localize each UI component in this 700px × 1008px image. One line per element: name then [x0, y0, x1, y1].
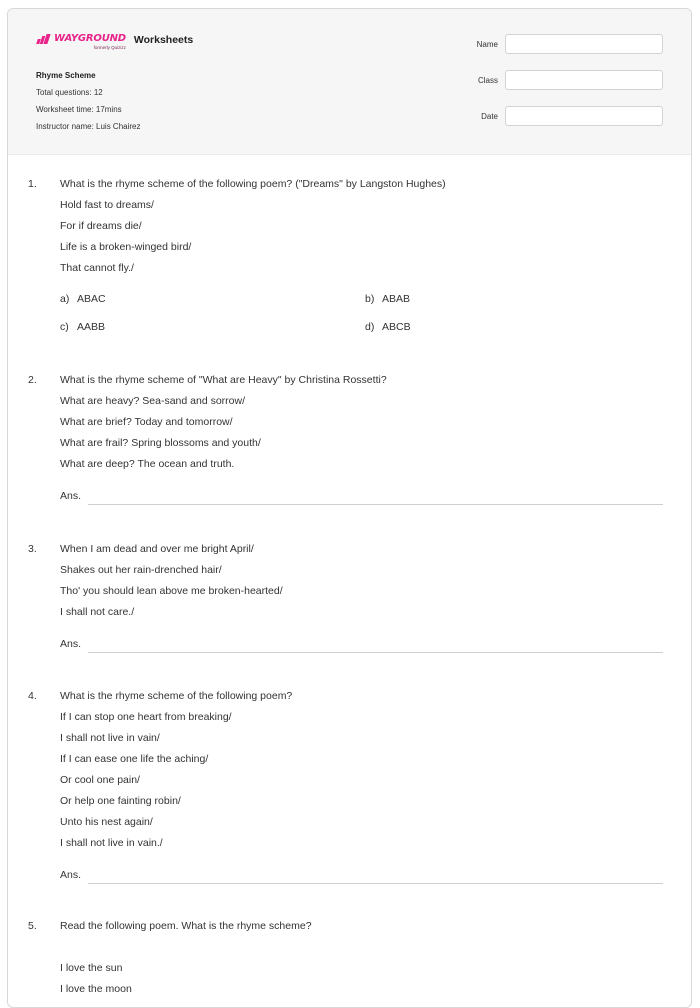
logo-subtitle: formerly Quizizz [93, 45, 126, 50]
date-field[interactable] [505, 106, 663, 126]
question-prompt: What is the rhyme scheme of the following poem? ("Dreams" by Langston Hughes) [60, 178, 446, 190]
worksheet-title: Rhyme Scheme [36, 71, 96, 80]
question-prompt: When I am dead and over me bright April/ [60, 543, 254, 555]
poem-line: Hold fast to dreams/ [60, 199, 154, 211]
instructor-name: Instructor name: Luis Chairez [36, 122, 141, 131]
answer-row [60, 485, 663, 507]
poem-line: That cannot fly./ [60, 262, 134, 274]
question-number: 5. [28, 920, 37, 932]
poem-line: What are deep? The ocean and truth. [60, 458, 235, 470]
answer-row [60, 864, 663, 886]
class-label: Class [477, 75, 498, 85]
answer-line[interactable] [88, 882, 663, 884]
answer-line[interactable] [88, 651, 663, 653]
answer-line[interactable] [88, 503, 663, 505]
poem-line: I love the moon [60, 983, 132, 995]
question-number: 3. [28, 543, 37, 555]
option-a[interactable]: a) ABAC [60, 293, 106, 305]
total-questions: Total questions: 12 [36, 88, 103, 97]
class-field[interactable] [505, 70, 663, 90]
option-b[interactable]: b) ABAB [365, 293, 411, 305]
poem-line: Tho' you should lean above me broken-hearted/ [60, 585, 283, 597]
worksheet-meta [36, 67, 141, 135]
poem-line: For if dreams die/ [60, 220, 142, 232]
question-number: 4. [28, 690, 37, 702]
option-c[interactable]: c) AABB [60, 321, 106, 333]
question-number: 2. [28, 374, 37, 386]
name-field[interactable] [505, 34, 663, 54]
date-row [477, 105, 663, 127]
answer-row [60, 633, 663, 655]
poem-line: What are heavy? Sea-sand and sorrow/ [60, 395, 246, 407]
name-label: Name [476, 39, 498, 49]
app-title: Worksheets [133, 34, 194, 46]
brand [36, 33, 193, 50]
poem-line: I shall not live in vain./ [60, 837, 163, 849]
poem-line: What are frail? Spring blossoms and youth/ [60, 437, 261, 449]
question-prompt: What is the rhyme scheme of "What are Heavy" by Christina Rossetti? [60, 374, 387, 386]
worksheet-page [7, 8, 692, 1008]
logo-wordmark: WAYGROUND [54, 33, 126, 44]
poem-line: If I can stop one heart from breaking/ [60, 711, 232, 723]
poem-line: I love the sun [60, 962, 123, 974]
poem-line: I shall not care./ [60, 606, 135, 618]
answer-label: Ans. [60, 869, 82, 881]
class-row [477, 69, 663, 91]
name-row [477, 33, 663, 55]
question-prompt: What is the rhyme scheme of the following poem? [60, 690, 293, 702]
poem-line: Life is a broken-winged bird/ [60, 241, 192, 253]
poem-line: Or cool one pain/ [60, 774, 140, 786]
answer-label: Ans. [60, 490, 82, 502]
poem-line: Shakes out her rain-drenched hair/ [60, 564, 222, 576]
question-prompt: Read the following poem. What is the rhyme scheme? [60, 920, 312, 932]
wayground-logo [36, 33, 126, 50]
poem-line: What are brief? Today and tomorrow/ [60, 416, 233, 428]
worksheet-header [8, 9, 691, 155]
poem-line: Or help one fainting robin/ [60, 795, 181, 807]
poem-line: I shall not live in vain/ [60, 732, 160, 744]
date-label: Date [481, 111, 498, 121]
answer-label: Ans. [60, 638, 82, 650]
answer-options [60, 289, 663, 349]
poem-line: Unto his nest again/ [60, 816, 153, 828]
student-fields [477, 33, 663, 141]
poem-line: If I can ease one life the aching/ [60, 753, 209, 765]
wayground-mark-icon [36, 34, 51, 44]
option-d[interactable]: d) ABCB [365, 321, 411, 333]
question-number: 1. [28, 178, 37, 190]
worksheet-time: Worksheet time: 17mins [36, 105, 122, 114]
